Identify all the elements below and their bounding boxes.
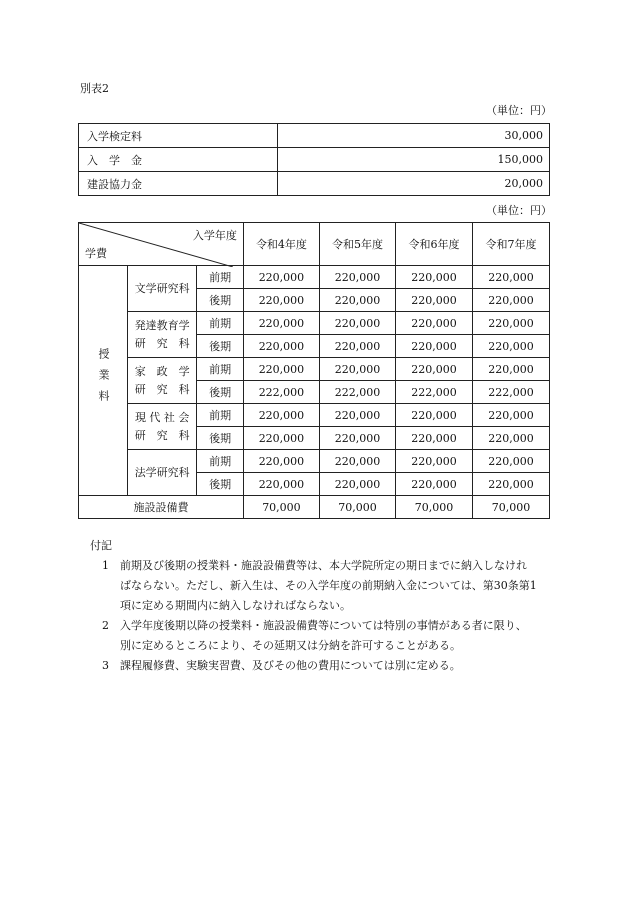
term-label: 前期 — [197, 404, 244, 427]
unit-label-2: （単位：円） — [486, 204, 552, 217]
term-label: 後期 — [197, 289, 244, 312]
term-label: 後期 — [197, 427, 244, 450]
facility-value: 70,000 — [472, 496, 549, 519]
note-line — [90, 616, 537, 636]
department-name-line: 文学研究科 — [134, 281, 190, 295]
tuition-value: 222,000 — [319, 381, 395, 404]
note-line — [90, 596, 537, 616]
term-label: 前期 — [197, 312, 244, 335]
tuition-value: 220,000 — [396, 289, 473, 312]
tuition-value: 220,000 — [396, 427, 473, 450]
admission-fee-table — [78, 123, 550, 196]
tuition-value: 220,000 — [472, 289, 549, 312]
fee-label: 入 学 金 — [79, 148, 278, 172]
corner-fee-label: 学費 — [85, 247, 107, 260]
fee-label: 建設協力金 — [79, 172, 278, 196]
department-name — [128, 358, 197, 404]
tuition-body — [79, 266, 550, 496]
tuition-value: 220,000 — [396, 266, 473, 289]
year-header: 令和6年度 — [396, 223, 473, 266]
notes-section — [90, 536, 537, 676]
tuition-value: 220,000 — [319, 450, 395, 473]
tuition-value: 220,000 — [472, 473, 549, 496]
term-label: 後期 — [197, 335, 244, 358]
tuition-value: 220,000 — [319, 358, 395, 381]
note-text: 入学年度後期以降の授業料・施設設備費等については特別の事情がある者に限り、 — [120, 619, 527, 632]
department-name-line: 研 究 科 — [134, 382, 190, 396]
table-row — [79, 172, 550, 196]
tuition-value: 220,000 — [319, 312, 395, 335]
tuition-value: 220,000 — [243, 427, 319, 450]
department-name — [128, 312, 197, 358]
category-cell — [79, 266, 128, 496]
appendix-heading: 別表2 — [80, 82, 109, 95]
tuition-value: 220,000 — [243, 450, 319, 473]
note-text: 前期及び後期の授業料・施設設備費等は、本大学院所定の期日までに納入しなけれ — [120, 559, 527, 572]
table-row — [79, 148, 550, 172]
notes-list — [90, 556, 537, 676]
tuition-value: 222,000 — [243, 381, 319, 404]
table-row — [79, 312, 550, 335]
term-label: 後期 — [197, 381, 244, 404]
tuition-value: 220,000 — [243, 335, 319, 358]
fee-label: 入学検定料 — [79, 124, 278, 148]
table-row — [79, 266, 550, 289]
year-header: 令和7年度 — [472, 223, 549, 266]
term-label: 前期 — [197, 450, 244, 473]
department-name — [128, 266, 197, 312]
note-line — [90, 656, 537, 676]
tuition-value: 220,000 — [396, 358, 473, 381]
fee-value: 150,000 — [278, 148, 550, 172]
tuition-value: 222,000 — [472, 381, 549, 404]
term-label: 後期 — [197, 473, 244, 496]
tuition-value: 220,000 — [396, 335, 473, 358]
note-text: 項に定める期間内に納入しなければならない。 — [120, 599, 351, 612]
year-header: 令和5年度 — [319, 223, 395, 266]
department-name-line: 家 政 学 — [134, 364, 190, 378]
note-line — [90, 576, 537, 596]
corner-year-label: 入学年度 — [192, 229, 237, 242]
tuition-value: 220,000 — [472, 450, 549, 473]
tuition-value: 220,000 — [319, 289, 395, 312]
department-name-line: 研 究 科 — [134, 428, 190, 442]
tuition-value: 220,000 — [472, 427, 549, 450]
category-label: 授業料 — [97, 347, 110, 411]
corner-header — [79, 223, 244, 266]
fee-value: 20,000 — [278, 172, 550, 196]
tuition-value: 222,000 — [396, 381, 473, 404]
tuition-value: 220,000 — [243, 312, 319, 335]
tuition-value: 220,000 — [472, 335, 549, 358]
department-name-line: 研 究 科 — [134, 336, 190, 350]
facility-row — [79, 496, 550, 519]
tuition-value: 220,000 — [319, 266, 395, 289]
notes-title: 付記 — [90, 539, 112, 552]
tuition-table — [78, 222, 550, 519]
facility-value: 70,000 — [243, 496, 319, 519]
department-name — [128, 450, 197, 496]
tuition-value: 220,000 — [243, 266, 319, 289]
tuition-value: 220,000 — [396, 450, 473, 473]
facility-value: 70,000 — [396, 496, 473, 519]
note-number: 3 — [102, 659, 109, 672]
year-header: 令和4年度 — [243, 223, 319, 266]
tuition-value: 220,000 — [243, 358, 319, 381]
department-name-line: 現 代 社 会 — [134, 410, 190, 424]
facility-value: 70,000 — [319, 496, 395, 519]
note-line — [90, 556, 537, 576]
tuition-value: 220,000 — [472, 312, 549, 335]
tuition-value: 220,000 — [319, 473, 395, 496]
tuition-value: 220,000 — [472, 266, 549, 289]
header-row — [79, 223, 550, 266]
tuition-value: 220,000 — [472, 358, 549, 381]
department-name-line: 発達教育学 — [134, 318, 190, 332]
tuition-value: 220,000 — [243, 404, 319, 427]
table-row — [79, 404, 550, 427]
facility-label: 施設設備費 — [79, 496, 244, 519]
tuition-value: 220,000 — [243, 473, 319, 496]
tuition-value: 220,000 — [319, 404, 395, 427]
tuition-value: 220,000 — [396, 404, 473, 427]
note-line — [90, 636, 537, 656]
table-row — [79, 358, 550, 381]
tuition-value: 220,000 — [396, 473, 473, 496]
department-name — [128, 404, 197, 450]
tuition-value: 220,000 — [319, 427, 395, 450]
note-number: 2 — [102, 619, 109, 632]
tuition-value: 220,000 — [472, 404, 549, 427]
term-label: 前期 — [197, 266, 244, 289]
tuition-value: 220,000 — [243, 289, 319, 312]
fee-value: 30,000 — [278, 124, 550, 148]
tuition-value: 220,000 — [396, 312, 473, 335]
unit-label-1: （単位：円） — [486, 104, 552, 117]
table-row — [79, 124, 550, 148]
note-number: 1 — [102, 559, 109, 572]
department-name-line: 法学研究科 — [134, 465, 190, 479]
term-label: 前期 — [197, 358, 244, 381]
tuition-value: 220,000 — [319, 335, 395, 358]
table-row — [79, 450, 550, 473]
note-text: ばならない。ただし、新入生は、その入学年度の前期納入金については、第30条第1 — [120, 579, 537, 592]
note-text: 課程履修費、実験実習費、及びその他の費用については別に定める。 — [120, 659, 461, 672]
note-text: 別に定めるところにより、その延期又は分納を許可することがある。 — [120, 639, 461, 652]
